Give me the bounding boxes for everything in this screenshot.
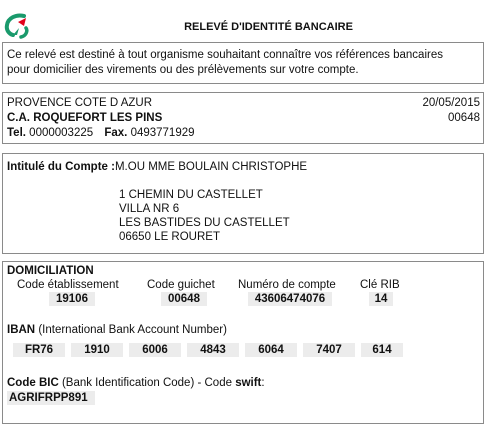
bank-box (2, 92, 484, 144)
swift-colon: : (261, 377, 265, 389)
intro-line-1: Ce relevé est destiné à tout organisme souhaitant connaître vos références bancaires (7, 49, 443, 61)
code-etablissement-value: 19106 (49, 292, 95, 306)
bic-header (7, 376, 265, 390)
agency-contact (7, 126, 195, 140)
agency-name: C.A. ROQUEFORT LES PINS (7, 112, 163, 124)
intro-line-2: pour domicilier des virements ou des prélèvements sur votre compte. (7, 64, 359, 76)
holder-line (7, 160, 307, 174)
fax-value: 0493771929 (130, 127, 195, 139)
address-line: LES BASTIDES DU CASTELLET (119, 217, 290, 229)
tel-value: 0000003225 (29, 127, 94, 139)
document-title: RELEVÉ D'IDENTITÉ BANCAIRE (184, 21, 353, 33)
iban-group: 1910 (71, 343, 123, 357)
document-date: 20/05/2015 (422, 97, 480, 109)
bic-label: Code BIC (7, 377, 59, 389)
cle-rib-label: Clé RIB (360, 279, 400, 291)
numero-compte-value: 43606474076 (248, 292, 332, 306)
tel-label: Tel. (7, 127, 26, 139)
agency-code: 00648 (448, 112, 480, 124)
address-line: VILLA NR 6 (119, 203, 180, 215)
cle-rib-value: 14 (369, 292, 393, 306)
address-line: 06650 LE ROURET (119, 231, 220, 243)
code-guichet-label: Code guichet (147, 279, 215, 291)
intro-box (2, 42, 484, 84)
iban-group: 6064 (245, 343, 297, 357)
bank-region: PROVENCE COTE D AZUR (7, 97, 153, 109)
bank-details-box (2, 261, 484, 424)
bic-description: (Bank Identification Code) - Code (58, 377, 236, 389)
iban-group: 614 (361, 343, 403, 357)
account-holder-box (2, 153, 484, 254)
iban-group: 6006 (129, 343, 181, 357)
iban-group: 7407 (303, 343, 355, 357)
iban-group: FR76 (13, 343, 65, 357)
numero-compte-label: Numéro de compte (238, 279, 336, 291)
code-etablissement-label: Code établissement (17, 279, 119, 291)
domiciliation-label: DOMICILIATION (7, 265, 94, 277)
holder-label: Intitulé du Compte : (7, 161, 115, 173)
fax-label: Fax. (104, 127, 128, 139)
code-guichet-value: 00648 (161, 292, 207, 306)
bic-value: AGRIFRPP891 (7, 391, 95, 405)
iban-description: (International Bank Account Number) (38, 324, 227, 336)
iban-label: IBAN (7, 324, 36, 336)
swift-label: swift (235, 377, 262, 389)
holder-name: M.OU MME BOULAIN CHRISTOPHE (114, 161, 308, 173)
iban-group: 4843 (187, 343, 239, 357)
address-line: 1 CHEMIN DU CASTELLET (119, 189, 263, 201)
iban-header (7, 323, 227, 337)
